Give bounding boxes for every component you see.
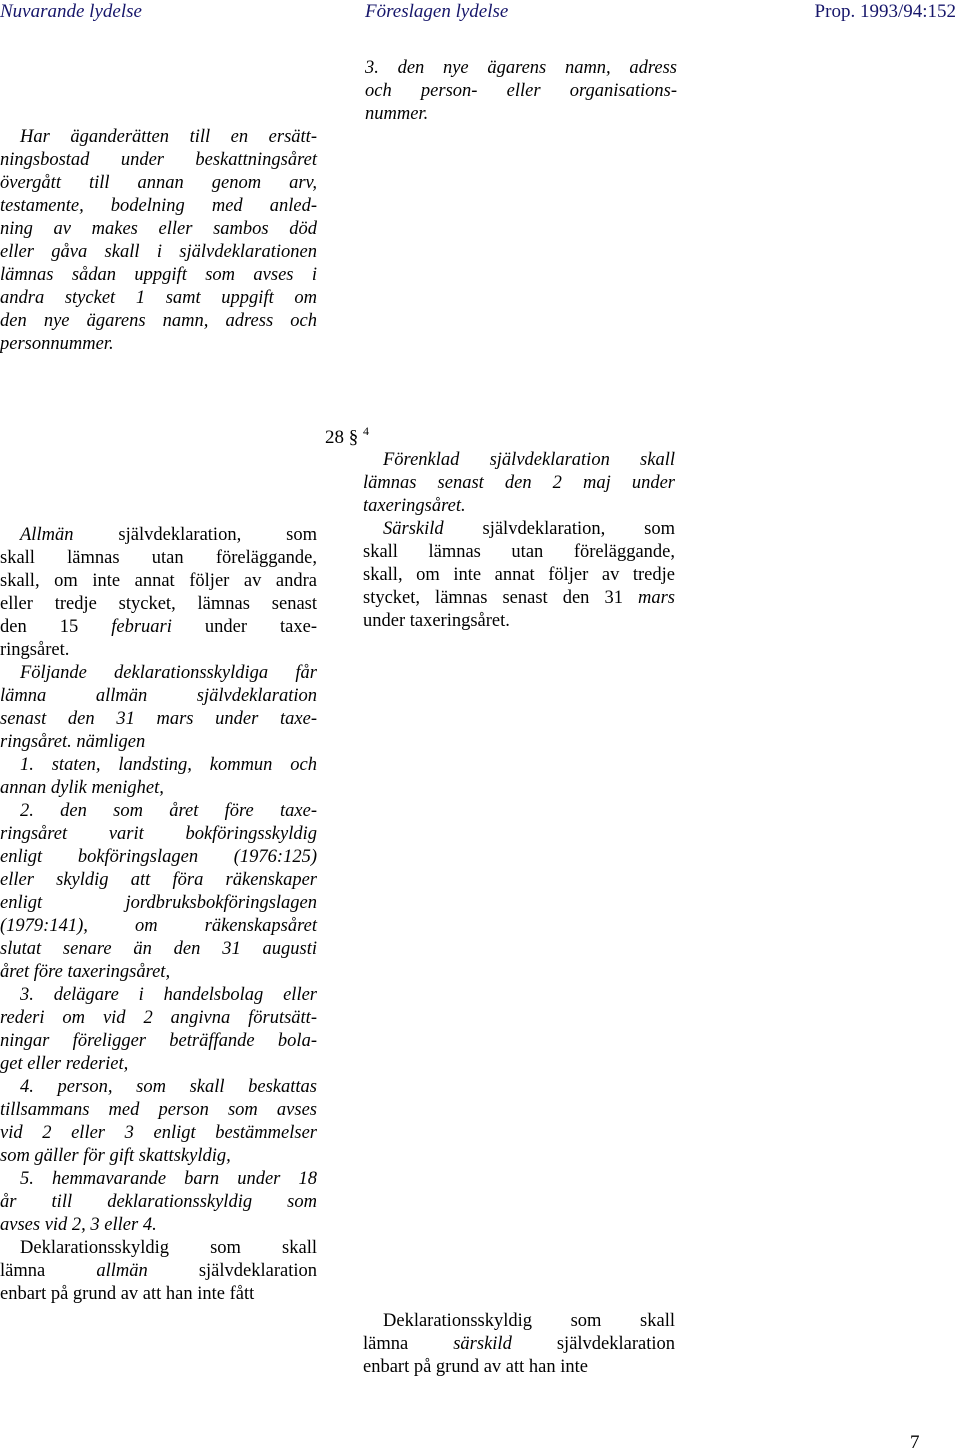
list-item	[0, 1168, 317, 1237]
header-proposed-label: Föreslagen lydelse	[365, 1, 509, 22]
text-line: lämnas senast den 2 maj under	[363, 473, 675, 493]
block2-proposed-text	[363, 449, 675, 633]
header-current-label: Nuvarande lydelse	[0, 1, 142, 22]
text-line: eller gåva skall i självdeklarationen	[0, 242, 317, 262]
text-line: lämna allmän självdeklaration	[0, 686, 317, 706]
text-line: senast den 31 mars under taxe-	[0, 709, 317, 729]
text-line: 5. hemmavarande barn under 18	[20, 1169, 317, 1189]
text-line: skall, om inte annat följer av tredje	[363, 565, 675, 585]
text-line: avses vid 2, 3 eller 4.	[0, 1215, 157, 1235]
text-line: Särskild självdeklaration, som	[383, 519, 675, 539]
paragraph	[0, 524, 317, 662]
text-line: 3. delägare i handelsbolag eller	[20, 985, 317, 1005]
text-line: och person- eller organisations-	[365, 81, 677, 101]
section-label: 28 §	[325, 427, 359, 448]
paragraph	[0, 662, 317, 754]
text-line: skall lämnas utan föreläggande,	[0, 548, 317, 568]
paragraph	[363, 449, 675, 518]
list-item	[0, 754, 317, 800]
text-line: taxeringsåret.	[363, 496, 466, 516]
text-line: den nye ägarens namn, adress och	[0, 311, 317, 331]
block1-proposed-text	[365, 57, 677, 126]
list-item	[0, 800, 317, 984]
text-line: som gäller för gift skattskyldig,	[0, 1146, 231, 1166]
text-line: lämnas sådan uppgift som avses i	[0, 265, 317, 285]
text-line: året före taxeringsåret,	[0, 962, 171, 982]
text-line: annan dylik menighet,	[0, 778, 164, 798]
text-line: övergått till annan genom arv,	[0, 173, 317, 193]
header-prop-ref: Prop. 1993/94:152	[814, 1, 956, 22]
text-line: enbart på grund av att han inte fått	[0, 1284, 255, 1304]
text-line: lämna allmän självdeklaration	[0, 1261, 317, 1281]
page-number: 7	[910, 1432, 920, 1453]
list-item	[0, 984, 317, 1076]
text-line: nummer.	[365, 104, 429, 124]
section-heading	[325, 419, 369, 450]
text-line: ningsbostad under beskattningsåret	[0, 150, 317, 170]
text-line: lämna särskild självdeklaration	[363, 1334, 676, 1354]
text-line: Deklarationsskyldig som skall	[383, 1311, 675, 1331]
block2-proposed-last-text	[363, 1310, 675, 1379]
text-line: Deklarationsskyldig som skall	[20, 1238, 317, 1258]
text-line: ringsåret.	[0, 640, 70, 660]
text-line: år till deklarationsskyldig som	[0, 1192, 317, 1212]
text-line: rederi om vid 2 angivna förutsätt-	[0, 1008, 317, 1028]
footnote-ref: 4	[363, 424, 369, 438]
text-line: under taxeringsåret.	[363, 611, 510, 631]
text-line: enligt bokföringslagen (1976:125)	[0, 847, 317, 867]
text-line: ning av makes eller sambos död	[0, 219, 317, 239]
text-line: eller tredje stycket, lämnas senast	[0, 594, 317, 614]
paragraph	[0, 1237, 317, 1306]
text-line: skall lämnas utan föreläggande,	[363, 542, 675, 562]
text-line: personnummer.	[0, 334, 114, 354]
text-line: testamente, bodelning med anled-	[0, 196, 317, 216]
text-line: ringsåret. nämligen	[0, 732, 146, 752]
text-line: den 15 februari under taxe-	[0, 617, 317, 637]
list-item	[0, 1076, 317, 1168]
block2-current-text	[0, 524, 317, 1306]
text-line: enligt jordbruksbokföringslagen	[0, 893, 317, 913]
text-line: andra stycket 1 samt uppgift om	[0, 288, 317, 308]
text-line: enbart på grund av att han inte	[363, 1357, 588, 1377]
text-line: Förenklad självdeklaration skall	[383, 450, 675, 470]
text-line: tillsammans med person som avses	[0, 1100, 317, 1120]
text-line: 4. person, som skall beskattas	[20, 1077, 317, 1097]
paragraph	[363, 1310, 675, 1379]
text-line: vid 2 eller 3 enligt bestämmelser	[0, 1123, 317, 1143]
text-line: 2. den som året före taxe-	[20, 801, 317, 821]
text-line: slutat senare än den 31 augusti	[0, 939, 317, 959]
paragraph	[363, 518, 675, 633]
text-line: 3. den nye ägarens namn, adress	[365, 58, 677, 78]
text-line: 1. staten, landsting, kommun och	[20, 755, 317, 775]
text-line: ringsåret varit bokföringsskyldig	[0, 824, 317, 844]
text-line: eller skyldig att föra räkenskaper	[0, 870, 317, 890]
text-line: Har äganderätten till en ersätt-	[20, 127, 317, 147]
text-line: get eller rederiet,	[0, 1054, 129, 1074]
text-line: (1979:141), om räkenskapsåret	[0, 916, 317, 936]
text-line: ningar föreligger beträffande bola-	[0, 1031, 317, 1051]
text-line: stycket, lämnas senast den 31 mars	[363, 588, 675, 608]
text-line: Allmän självdeklaration, som	[20, 525, 317, 545]
text-line: skall, om inte annat följer av andra	[0, 571, 317, 591]
block1-current-text	[0, 126, 317, 356]
text-line: Följande deklarationsskyldiga får	[20, 663, 317, 683]
